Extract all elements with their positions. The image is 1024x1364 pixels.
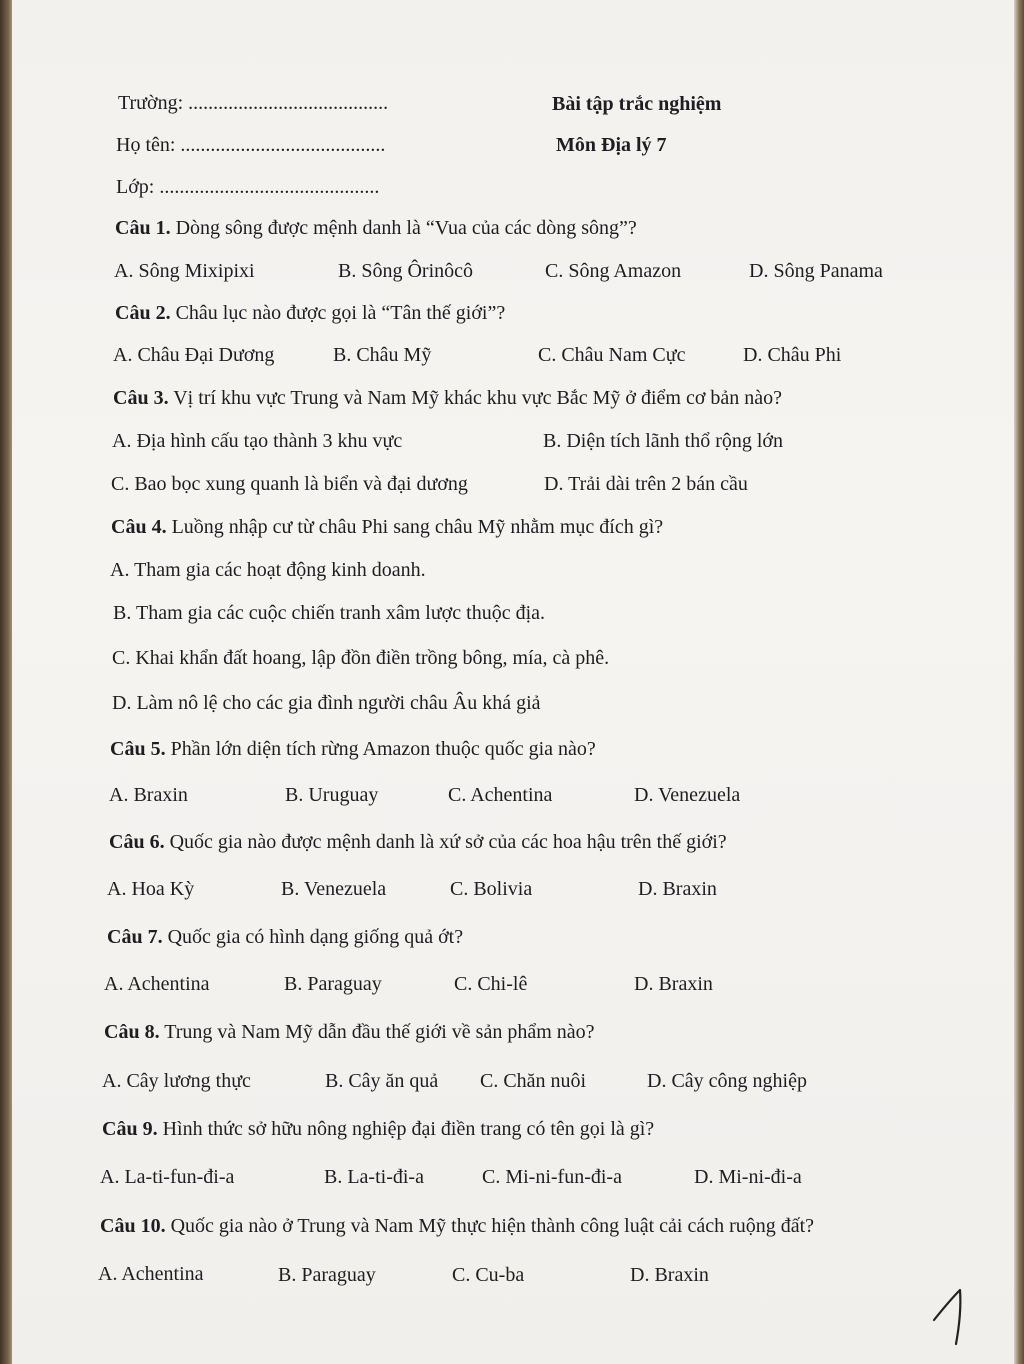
question-label: Câu 1.: [115, 217, 171, 239]
q8-option-d: D. Cây công nghiệp: [647, 1070, 807, 1092]
q1-option-c: C. Sông Amazon: [545, 260, 682, 282]
handwritten-page-number: [930, 1286, 970, 1350]
q10-option-a: A. Achentina: [98, 1263, 204, 1285]
question-text: Vị trí khu vực Trung và Nam Mỹ khác khu vực Bắc Mỹ ở điểm cơ bản nào?: [168, 387, 783, 409]
school-field-label: Trường: ........................................: [118, 92, 389, 114]
q6-option-b: B. Venezuela: [281, 878, 387, 900]
q4-option-d: D. Làm nô lệ cho các gia đình người châu Âu khá giả: [112, 692, 541, 714]
q5-option-b: B. Uruguay: [285, 784, 379, 806]
question-text: Châu lục nào được gọi là “Tân thế giới”?: [170, 302, 506, 324]
q10-option-b: B. Paraguay: [278, 1264, 376, 1286]
worksheet-page: [12, 0, 1014, 1364]
question-text: Quốc gia có hình dạng giống quả ớt?: [162, 926, 464, 948]
question-text: Hình thức sở hữu nông nghiệp đại điền trang có tên gọi là gì?: [157, 1118, 655, 1140]
question-label: Câu 8.: [104, 1021, 160, 1043]
q6-option-c: C. Bolivia: [450, 878, 533, 900]
question-text: Luồng nhập cư từ châu Phi sang châu Mỹ nhằm mục đích gì?: [166, 516, 664, 538]
question-label: Câu 9.: [102, 1118, 158, 1140]
q4-option-c: C. Khai khẩn đất hoang, lập đồn điền trồng bông, mía, cà phê.: [112, 647, 610, 669]
question-10: [100, 1213, 814, 1239]
question-label: Câu 7.: [107, 926, 163, 948]
q3-option-a: A. Địa hình cấu tạo thành 3 khu vực: [112, 430, 403, 452]
question-8: [104, 1019, 595, 1045]
page-number-value: [12, 0, 13, 1]
question-text: Trung và Nam Mỹ dẫn đầu thế giới về sản phẩm nào?: [159, 1021, 595, 1043]
q1-option-a: A. Sông Mixipixi: [114, 260, 255, 282]
question-2: [115, 300, 505, 326]
q9-option-c: C. Mi-ni-fun-đi-a: [482, 1166, 622, 1188]
question-3: [113, 385, 782, 411]
q9-option-b: B. La-ti-đi-a: [324, 1166, 424, 1188]
q8-option-b: B. Cây ăn quả: [325, 1070, 439, 1092]
question-text: Quốc gia nào ở Trung và Nam Mỹ thực hiện thành công luật cải cách ruộng đất?: [165, 1215, 815, 1237]
question-label: Câu 10.: [100, 1215, 166, 1237]
q8-option-a: A. Cây lương thực: [102, 1070, 251, 1092]
q1-option-b: B. Sông Ôrinôcô: [338, 260, 473, 282]
question-1: [115, 215, 637, 241]
q5-option-a: A. Braxin: [109, 784, 188, 806]
q7-option-a: A. Achentina: [104, 973, 210, 995]
worksheet-title: Bài tập trắc nghiệm: [552, 93, 722, 115]
q7-option-c: C. Chi-lê: [454, 973, 528, 995]
question-text: Dòng sông được mệnh danh là “Vua của các dòng sông”?: [170, 217, 637, 239]
q5-option-c: C. Achentina: [448, 784, 553, 806]
q1-option-d: D. Sông Panama: [749, 260, 883, 282]
q3-option-c: C. Bao bọc xung quanh là biển và đại dương: [111, 473, 468, 495]
q2-option-c: C. Châu Nam Cực: [538, 344, 686, 366]
question-label: Câu 4.: [111, 516, 167, 538]
q2-option-d: D. Châu Phi: [743, 344, 842, 366]
question-7: [107, 924, 463, 950]
question-label: Câu 2.: [115, 302, 171, 324]
q10-option-c: C. Cu-ba: [452, 1264, 525, 1286]
q4-option-b: B. Tham gia các cuộc chiến tranh xâm lược thuộc địa.: [113, 602, 546, 624]
question-6: [109, 829, 727, 855]
class-field-label: Lớp: ............................................: [116, 176, 380, 198]
question-text: Quốc gia nào được mệnh danh là xứ sở của các hoa hậu trên thế giới?: [164, 831, 727, 853]
q2-option-b: B. Châu Mỹ: [333, 344, 432, 366]
q4-option-a: A. Tham gia các hoạt động kinh doanh.: [110, 559, 426, 581]
question-label: Câu 6.: [109, 831, 165, 853]
question-9: [102, 1116, 654, 1142]
q7-option-b: B. Paraguay: [284, 973, 382, 995]
name-field-label: Họ tên: .........................................: [116, 134, 386, 156]
q3-option-b: B. Diện tích lãnh thổ rộng lớn: [543, 430, 783, 452]
question-label: Câu 5.: [110, 738, 166, 760]
question-4: [111, 514, 663, 540]
q8-option-c: C. Chăn nuôi: [480, 1070, 587, 1092]
q2-option-a: A. Châu Đại Dương: [113, 344, 275, 366]
question-5: [110, 736, 596, 762]
q6-option-a: A. Hoa Kỳ: [107, 878, 195, 900]
question-text: Phần lớn diện tích rừng Amazon thuộc quốc gia nào?: [165, 738, 596, 760]
q6-option-d: D. Braxin: [638, 878, 717, 900]
q9-option-a: A. La-ti-fun-đi-a: [100, 1166, 235, 1188]
q9-option-d: D. Mi-ni-đi-a: [694, 1166, 802, 1188]
q10-option-d: D. Braxin: [630, 1264, 709, 1286]
q5-option-d: D. Venezuela: [634, 784, 741, 806]
subject-title: Môn Địa lý 7: [556, 134, 667, 156]
photo-edge-right: [1014, 0, 1024, 1364]
q3-option-d: D. Trải dài trên 2 bán cầu: [544, 473, 748, 495]
question-label: Câu 3.: [113, 387, 169, 409]
q7-option-d: D. Braxin: [634, 973, 713, 995]
